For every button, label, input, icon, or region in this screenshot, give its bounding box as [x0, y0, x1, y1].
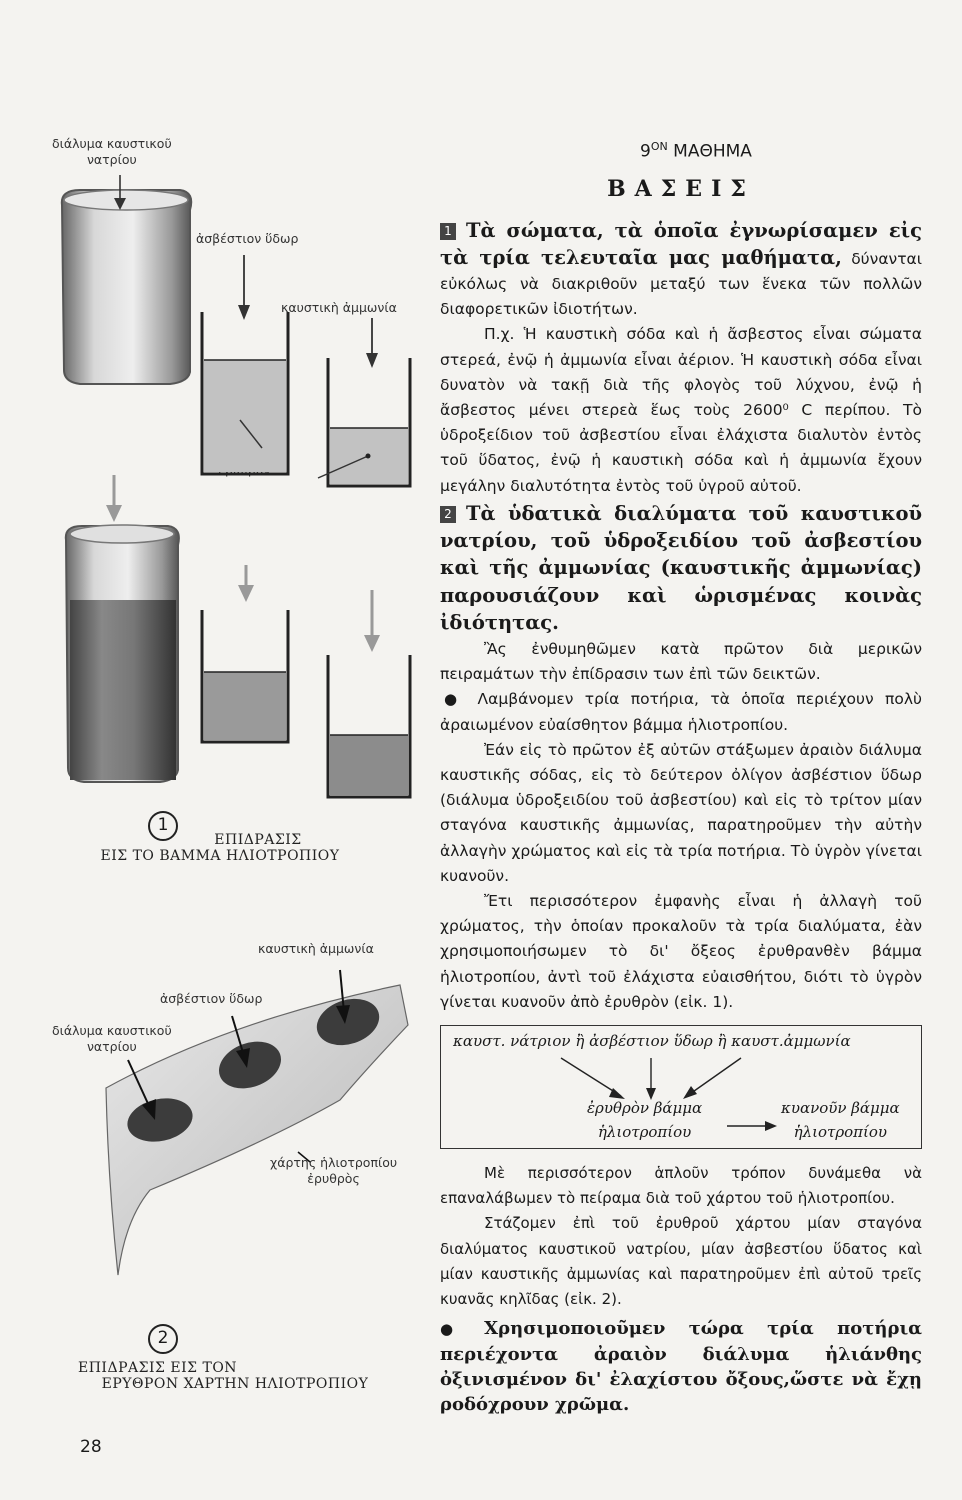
fig2-label-paper: χάρτης ἡλιοτροπίου ἐρυθρὸς [270, 1155, 398, 1187]
fig1-caption: ΕΠΙΔΡΑΣΙΣ ΕΙΣ ΤΟ ΒΑΜΜΑ ΗΛΙΟΤΡΟΠΙΟΥ [100, 832, 340, 865]
fig1-label-ammonia: καυστικὴ ἀμμωνία [281, 300, 397, 315]
section-2 [440, 501, 922, 637]
section-2-number: 2 [440, 506, 456, 523]
paragraph-methyl-orange: ● Χρησιμοποιοῦμεν τώρα τρία ποτήρια περιέχοντα ἀραιὸν διάλυμα ἡλιάνθης ὀξινισμένον δι' ἐλαχίστου ὄξους,ὥστε νὰ ἔχῃ ροδόχρουν χρῶμα. [440, 1318, 922, 1416]
fig2-label-ammonia: καυστικὴ ἀμμωνία [258, 941, 374, 956]
section-2-heading: Τὰ ὑδατικὰ διαλύματα τοῦ καυστικοῦ νατρίου, τοῦ ὑδροξειδίου τοῦ ἀσβεστίου καὶ τῆς ἀμμωνίας (καυστικῆς ἀμμωνίας) παρουσιάζουν καὶ ὡρισμένας κοινὰς ἰδιότητας. [440, 501, 922, 634]
section-2-paragraph-4: Ἔτι περισσότερον ἐμφανὴς εἶναι ἡ ἀλλαγὴ τοῦ χρώματος, τὴν ὁποίαν προκαλοῦν τὰ τρία διαλύματα, ἐὰν χρησιμοποιήσωμεν τὸ δι' ὄξεος ἐρυθρανθὲν βάμμα ἡλιοτροπίου, ἀντὶ τοῦ ἐλάχιστα εὐαισθήτου, διότι τὸ ὑγρὸν γίνεται κυανοῦν ἀπὸ ἐρυθρὸν (εἰκ. 1). [440, 891, 922, 1011]
section-1 [440, 218, 922, 323]
page-number: 28 [80, 1437, 102, 1457]
scheme-red-litmus: ἐρυθρὸν βάμμα ἡλιοτροπίου [587, 1098, 703, 1141]
paragraph-paper-method: Μὲ περισσότερον ἁπλοῦν τρόπον δυνάμεθα νὰ επαναλάβωμεν τὸ πείραμα διὰ τοῦ χάρτου τοῦ ἡλιοτροπίου. [440, 1163, 922, 1208]
scheme-top: καυστ. νάτριον ἢ ἀσβέστιον ὕδωρ ἢ καυστ.ἀμμωνία [453, 1031, 851, 1050]
fig2-caption: ΕΠΙΔΡΑΣΙΣ ΕΙΣ ΤΟΝ ΕΡΥΘΡΟΝ ΧΑΡΤΗΝ ΗΛΙΟΤΡΟΠΙΟΥ [78, 1360, 369, 1393]
section-title: ΒΑΣΕΙΣ [607, 175, 755, 202]
fig1-label-limewater: ἀσβέστιον ὕδωρ [196, 231, 299, 246]
beaker-naoh-bottom [66, 525, 179, 782]
fig1-label-naoh: διάλυμα καυστικοῦ νατρίου [52, 136, 172, 168]
bullet-icon: ● [444, 690, 464, 709]
glass-right-bottom [328, 655, 410, 797]
section-1-number: 1 [440, 223, 456, 240]
beaker-naoh-top [62, 190, 191, 384]
glass-middle-top [202, 312, 288, 474]
fig1-number: 1 [148, 811, 178, 841]
paragraph-paper-drops: Στάζομεν ἐπὶ τοῦ ἐρυθροῦ χάρτου μίαν σταγόνα διαλύματος καυστικοῦ νατρίου, μίαν ἀσβεστίου ὕδατος καὶ μίαν καυστικῆς ἀμμωνίας καὶ παρατηροῦμεν ἐπὶ αὐτοῦ τρεῖς κυανᾶς κηλῖδας (εἰκ. 2). [440, 1214, 922, 1308]
section-2-paragraph-3: Ἐάν εἰς τὸ πρῶτον ἐξ αὐτῶν στάξωμεν ἀραιὸν διάλυμα καυστικῆς σόδας, εἰς τὸ δεύτερον ὀλίγον ἀσβέστιον ὕδωρ (διάλυμα ὑδροξειδίου τοῦ ἀσβεστίου) καὶ εἰς τὸ τρίτον μίαν σταγόνα καυστικῆς ἀμμωνίας, παρατηροῦμεν τὴν αὐτὴν ἀλλαγὴν χρώματος καὶ εἰς τὰ τρία ποτήρια. Τὸ ὑγρὸν γίνεται κυανοῦν. [440, 740, 922, 885]
fig2-drawing [0, 930, 420, 1290]
section-1-heading-rest: δύνανται εὐκόλως νὰ διακριθοῦν μεταξύ των ἕνεκα τῶν πολλῶν διαφορετικῶν ἰδιοτήτων. [440, 249, 922, 319]
fig2-number: 2 [148, 1324, 178, 1354]
lesson-title: $9^{ON}$ ΜΑΘΗΜΑ [640, 140, 752, 162]
section-2-paragraph-1: Ἂς ἐνθυμηθῶμεν κατὰ πρῶτον διὰ μερικῶν πειραμάτων τὴν ἐπίδρασιν των ἐπὶ τῶν δεικτῶν. [440, 639, 922, 684]
fig1-drawing [0, 0, 420, 870]
bullet-icon: ● [440, 1320, 471, 1339]
fig2-label-naoh: διάλυμα καυστικοῦ νατρίου [52, 1023, 172, 1055]
text-column [440, 140, 922, 1417]
section-1-heading: Τὰ σώματα, τὰ ὁποῖα ἐγνωρίσαμεν εἰς τὰ τρία τελευταῖα μας μαθήματα, [440, 218, 922, 269]
section-2-paragraph-2: ● Λαμβάνομεν τρία ποτήρια, τὰ ὁποῖα περιέχουν πολὺ ἀραιωμένον εὐαίσθητον βάμμα ἡλιοτροπίου. [440, 690, 922, 734]
reaction-scheme [440, 1025, 922, 1149]
section-1-paragraph: Π.χ. Ἡ καυστικὴ σόδα καὶ ἡ ἄσβεστος εἶναι σώματα στερεά, ἐνῷ ἡ ἀμμωνία εἶναι ἀέριον. Ἡ καυστικὴ σόδα εἶναι δυνατὸν νὰ τακῇ διὰ τῆς φλογὸς τοῦ λύχνου, ἐνῷ ἡ ἄσβεστος μένει στερεὰ ἕως τοὺς 2600⁰ C περίπου. Τὸ ὑδροξείδιον τοῦ ἀσβεστίου εἶναι ἐλάχιστα διαλυτὸν ἐντὸς τοῦ ὕδατος, ἐνῷ ἡ καυστικὴ σόδα καὶ ἡ ἀμμωνία ἔχουν μεγάλην διαλυτότητα ἐντὸς τοῦ ὑγροῦ αὐτοῦ. [440, 325, 922, 495]
glass-middle-bottom [202, 610, 288, 742]
glass-right-top [328, 358, 410, 486]
fig2-label-limewater: ἀσβέστιον ὕδωρ [160, 991, 263, 1006]
scheme-blue-litmus: κυανοῦν βάμμα ἡλιοτροπίου [781, 1098, 900, 1141]
